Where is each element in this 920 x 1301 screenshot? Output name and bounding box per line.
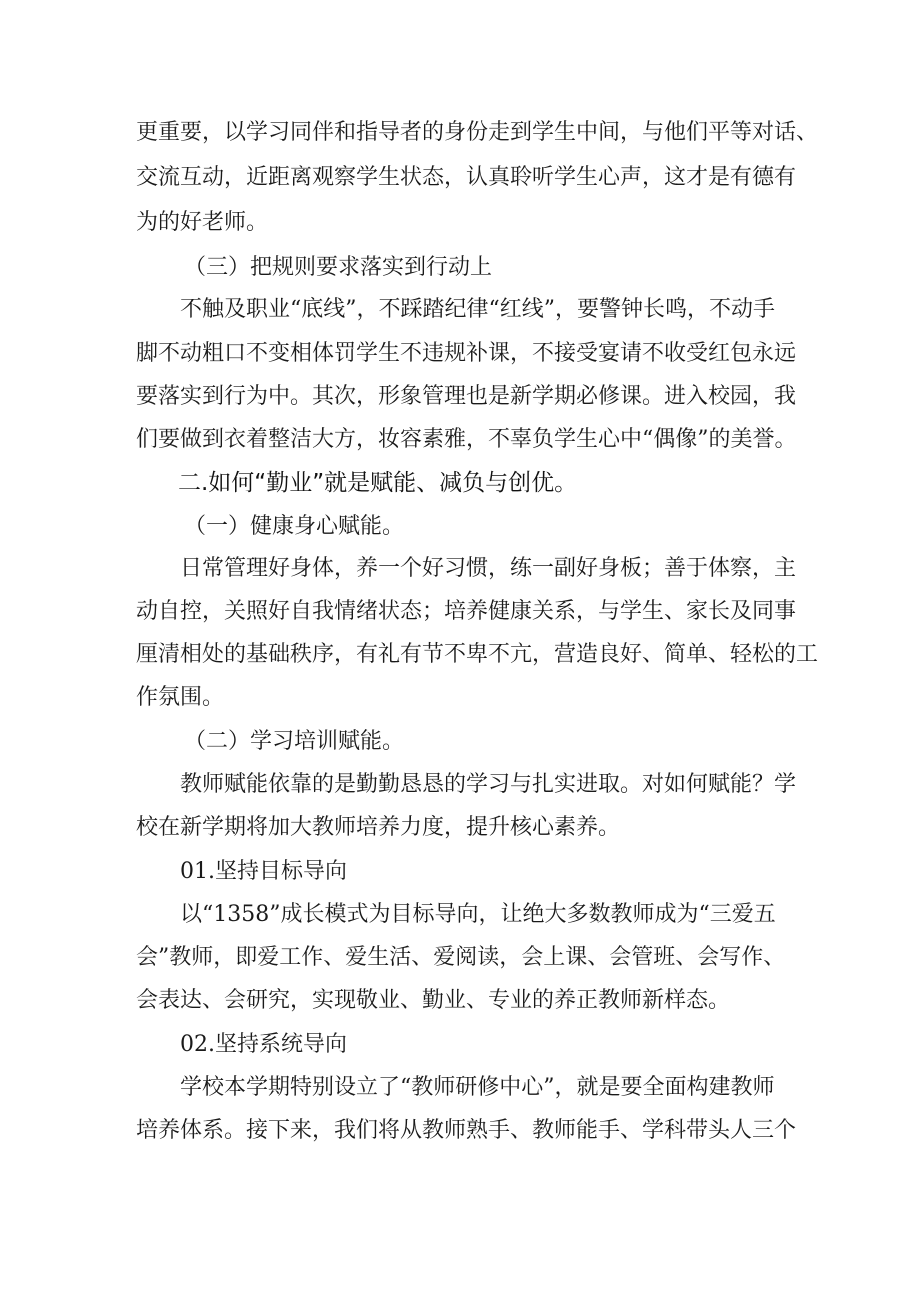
paragraph-line: 要落实到行为中。其次，形象管理也是新学期必修课。进入校园，我 — [136, 384, 797, 409]
paragraph-line: 培养体系。接下来，我们将从教师熟手、教师能手、学科带头人三个 — [136, 1118, 797, 1143]
paragraph-line: 校在新学期将加大教师培养力度，提升核心素养。 — [136, 815, 621, 840]
paragraph-line: 不触及职业“底线”，不踩踏纪律“红线”，要警钟长鸣，不动手 — [180, 297, 775, 322]
paragraph-line: 作氛围。 — [136, 685, 225, 710]
paragraph-line: 会”教师，即爱工作、爱生活、爱阅读，会上课、会管班、会写作、 — [136, 945, 786, 970]
section-subheading: （三）把规则要求落实到行动上 — [184, 255, 493, 280]
paragraph-line: 日常管理好身体，养一个好习惯，练一副好身板；善于体察，主 — [180, 556, 797, 581]
paragraph-line: 更重要，以学习同伴和指导者的身份走到学生中间，与他们平等对话、 — [136, 120, 819, 145]
paragraph-line: 厘清相处的基础秩序，有礼有节不卑不亢，营造良好、简单、轻松的工 — [136, 642, 819, 667]
paragraph-line: 交流互动，近距离观察学生状态，认真聆听学生心声，这才是有德有 — [136, 165, 797, 190]
paragraph-line: 动自控，关照好自我情绪状态；培养健康关系，与学生、家长及同事 — [136, 599, 797, 624]
paragraph-line: 学校本学期特别设立了“教师研修中心”，就是要全面构建教师 — [180, 1075, 775, 1100]
paragraph-line: 为的好老师。 — [136, 210, 269, 235]
section-subheading: （一）健康身心赋能。 — [184, 514, 405, 539]
section-heading: 二.如何“勤业”就是赋能、减负与创优。 — [178, 470, 578, 496]
paragraph-line: 会表达、会研究，实现敬业、勤业、专业的养正教师新样态。 — [136, 988, 731, 1013]
paragraph-line: 脚不动粗口不变相体罚学生不违规补课，不接受宴请不收受红包永远 — [136, 341, 797, 366]
paragraph-line: 以“1358”成长模式为目标导向，让绝大多数教师成为“三爱五 — [180, 902, 776, 927]
numbered-subheading: 01.坚持目标导向 — [180, 859, 347, 884]
numbered-subheading: 02.坚持系统导向 — [180, 1032, 347, 1057]
paragraph-line: 教师赋能依靠的是勤勤恳恳的学习与扎实进取。对如何赋能？学 — [180, 772, 797, 797]
paragraph-line: 们要做到衣着整洁大方，妆容素雅，不辜负学生心中“偶像”的美誉。 — [136, 427, 797, 452]
section-subheading: （二）学习培训赋能。 — [184, 729, 405, 754]
